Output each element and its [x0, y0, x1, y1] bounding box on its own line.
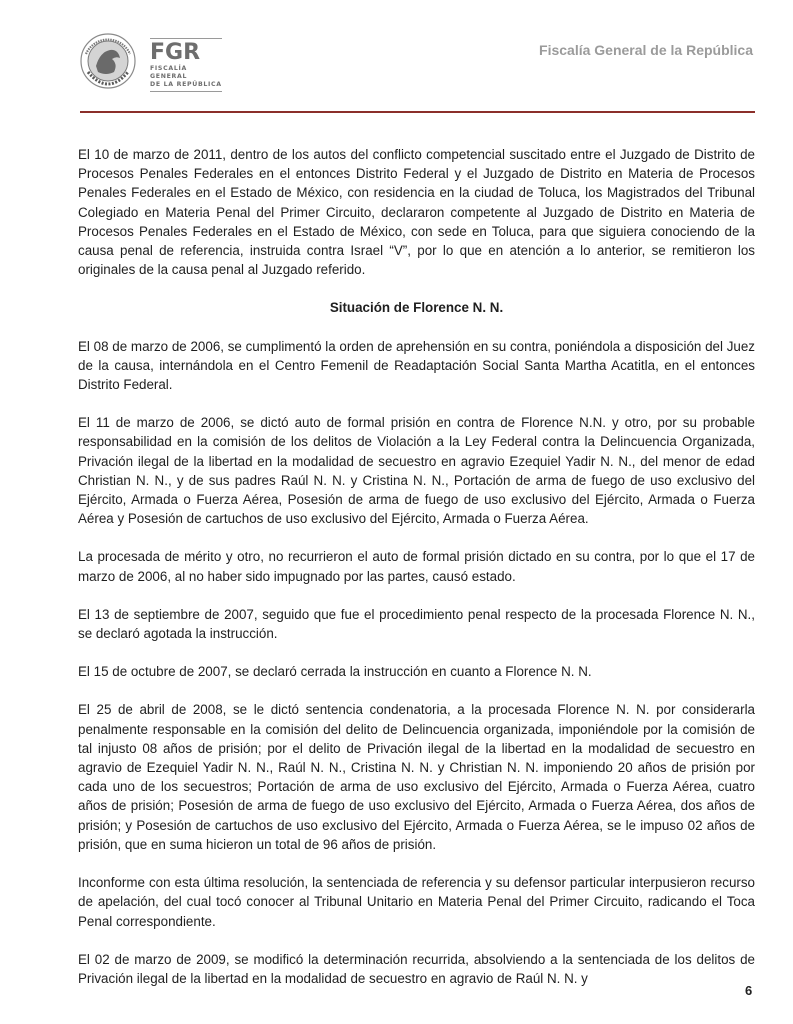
paragraph-modification: El 02 de marzo de 2009, se modificó la determinación recurrida, absolviendo a la sentenciada de los delitos de Privación ilegal de la libertad en la modalidad de secuestro en agravio de Raúl N. N. y: [78, 951, 755, 986]
header-divider: [80, 111, 755, 113]
logo-rule-bottom: [150, 91, 222, 92]
document-body: [78, 145, 755, 1007]
page-number: 6: [745, 983, 753, 998]
fgr-logo: [150, 38, 222, 92]
section-title: Situación de Florence N. N.: [329, 300, 504, 316]
intro-paragraph: El 10 de marzo de 2011, dentro de los autos del conflicto competencial suscitado entre el Juzgado de Distrito de Procesos Penales Federales en el entonces Distrito Federal y el Juzgado de Distrito en Materia de Procesos Penales Federales en el Estado de México, con residencia en la ciudad de Toluca, los Magistrados del Tribunal Colegiado en Materia Penal del Primer Circuito, declararon competente al Juzgado de Distrito en Materia de Procesos Penales Federales en el Estado de México, con sede en Toluca, para que siguiera conociendo de la causa penal de referencia, instruida contra Israel “V”, por lo que en atención a lo anterior, se remitieron los originales de la causa penal al Juzgado referido.: [78, 147, 755, 278]
coat-of-arms-seal-icon: [78, 32, 138, 90]
page-header: [0, 0, 793, 120]
logo-subtitle-line1: FISCALÍA GENERAL: [150, 65, 188, 80]
paragraph-instruction-closed: El 15 de octubre de 2007, se declaró cerrada la instrucción en cuanto a Florence N. N.: [78, 664, 592, 680]
logo-subtitle-line2: DE LA REPÚBLICA: [150, 81, 222, 88]
paragraph-arrest: El 08 de marzo de 2006, se cumplimentó la orden de aprehensión en su contra, poniéndola a disposición del Juez de la causa, internándola en el Centro Femenil de Readaptación Social Santa Martha Acatitla, en el entonces Distrito Federal.: [78, 338, 755, 393]
paragraph-instruction-exhausted: El 13 de septiembre de 2007, seguido que fue el procedimiento penal respecto de la procesada Florence N. N., se declaró agotada la instrucción.: [78, 606, 755, 642]
logo-rule-top: [150, 38, 222, 39]
paragraph-appeal: Inconforme con esta última resolución, la sentenciada de referencia y su defensor particular interpusieron recurso de apelación, del cual tocó conocer al Tribunal Unitario en Materia Penal del Primer Circuito, radicando el Toca Penal correspondiente.: [78, 875, 755, 929]
paragraph-sentence: El 25 de abril de 2008, se le dictó sentencia condenatoria, a la procesada Florence N. N. por considerarla penalmente responsable en la comisión del delito de Delincuencia organizada, imponiéndole por la comisión de tal injusto 08 años de prisión; por el delito de Privación ilegal de la libertad en la modalidad de secuestro en agravio de Ezequiel Yadir N. N., Raúl N. N., Cristina N. N. y Christian N. N. imponiendo 20 años de prisión por cada uno de los secuestros; Portación de arma de uso exclusivo del Ejército, Armada o Fuerza Aérea, cuatro años de prisión; Posesión de arma de fuego de uso exclusivo del Ejército, Armada o Fuerza Aérea, dos años de prisión; y Posesión de cartuchos de uso exclusivo del Ejército, Armada o Fuerza Aérea, se le impuso 02 años de prisión, que en suma hicieron un total de 96 años de prisión.: [78, 702, 755, 852]
paragraph-no-appeal: La procesada de mérito y otro, no recurrieron el auto de formal prisión dictado en su contra, por lo que el 17 de marzo de 2006, al no haber sido impugnado por las partes, causó estado.: [78, 549, 755, 584]
agency-name: Fiscalía General de la República: [539, 42, 753, 58]
paragraph-formal-prison: El 11 de marzo de 2006, se dictó auto de formal prisión en contra de Florence N.N. y otro, por su probable responsabilidad en la comisión de los delitos de Violación a la Ley Federal contra la Delincuencia Organizada, Privación ilegal de la libertad en la modalidad de secuestro en agravio Ezequiel Yadir N. N., del menor de edad Christian N. N., y de sus padres Raúl N. N. y Cristina N. N., Portación de arma de fuego de uso exclusivo del Ejército, Armada o Fuerza Aérea, Posesión de arma de fuego de uso exclusivo del Ejército, Armada o Fuerza Aérea y Posesión de cartuchos de uso exclusivo del Ejército, Armada o Fuerza Aérea.: [78, 415, 755, 527]
logo-text: FGR: [150, 40, 201, 65]
